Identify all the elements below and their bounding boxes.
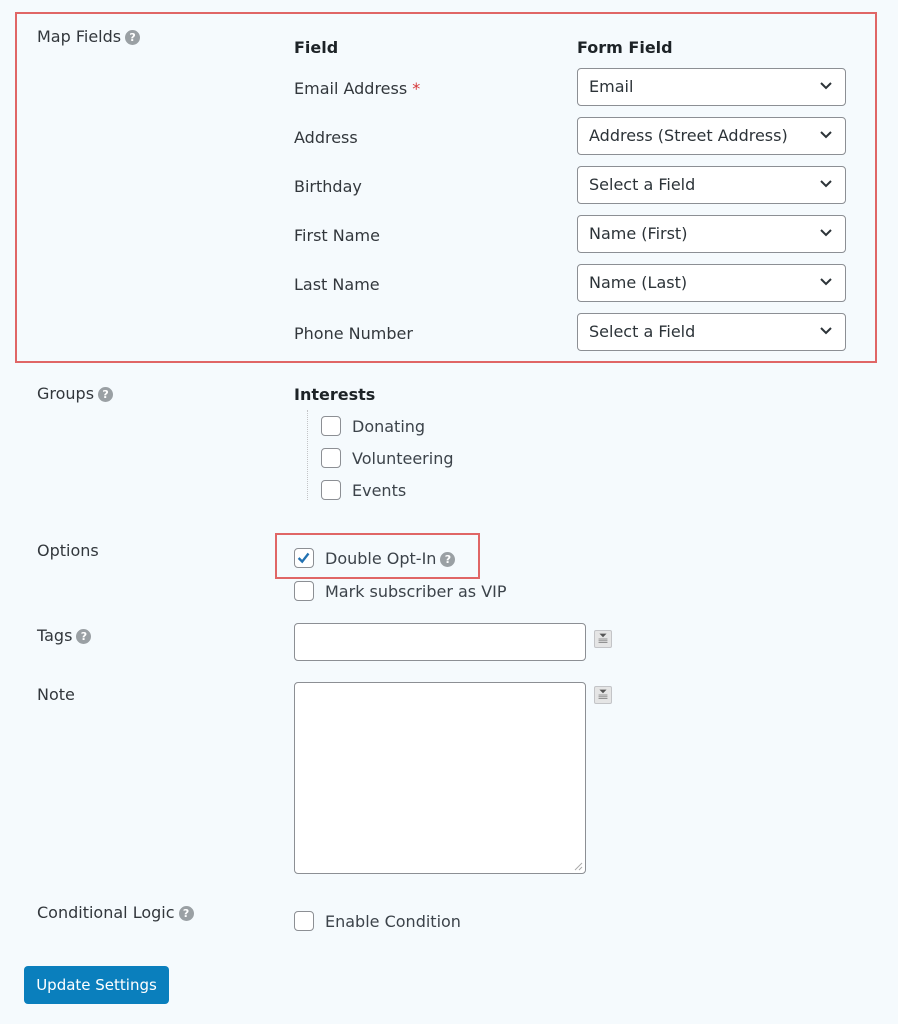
chevron-down-icon (819, 228, 833, 238)
vip-label: Mark subscriber as VIP (325, 582, 507, 601)
field-label-birthday: Birthday (294, 177, 362, 196)
volunteering-checkbox[interactable] (321, 448, 341, 468)
checkmark-icon (295, 549, 313, 567)
volunteering-label: Volunteering (352, 449, 454, 468)
required-asterisk: * (412, 79, 421, 98)
form-field-column-header: Form Field (577, 38, 673, 57)
double-opt-in-checkbox[interactable] (294, 548, 314, 568)
merge-tags-icon[interactable] (594, 630, 612, 648)
chevron-down-icon (819, 179, 833, 189)
chevron-down-icon (819, 277, 833, 287)
field-label-email: Email Address * (294, 79, 421, 98)
tags-input[interactable] (294, 623, 586, 661)
field-label-phone-number: Phone Number (294, 324, 413, 343)
form-field-select-address[interactable]: Address (Street Address) (577, 117, 846, 155)
field-label-first-name: First Name (294, 226, 380, 245)
groups-label: Groups ? (37, 384, 113, 403)
question-circle-icon[interactable]: ? (98, 387, 113, 402)
interests-heading: Interests (294, 385, 376, 404)
events-checkbox[interactable] (321, 480, 341, 500)
question-circle-icon[interactable]: ? (125, 30, 140, 45)
field-label-last-name: Last Name (294, 275, 380, 294)
form-field-select-first-name[interactable]: Name (First) (577, 215, 846, 253)
form-field-select-phone-number[interactable]: Select a Field (577, 313, 846, 351)
form-field-select-email[interactable]: Email (577, 68, 846, 106)
field-label-address: Address (294, 128, 358, 147)
chevron-down-icon (819, 326, 833, 336)
merge-tags-icon[interactable] (594, 686, 612, 704)
enable-condition-checkbox[interactable] (294, 911, 314, 931)
form-field-select-last-name[interactable]: Name (Last) (577, 264, 846, 302)
update-settings-button[interactable]: Update Settings (24, 966, 169, 1004)
question-circle-icon[interactable]: ? (179, 906, 194, 921)
options-label: Options (37, 541, 99, 560)
donating-label: Donating (352, 417, 426, 436)
field-column-header: Field (294, 38, 339, 57)
map-fields-label: Map Fields ? (37, 27, 140, 46)
chevron-down-icon (819, 130, 833, 140)
vip-checkbox[interactable] (294, 581, 314, 601)
tags-label: Tags ? (37, 626, 91, 645)
form-field-select-birthday[interactable]: Select a Field (577, 166, 846, 204)
group-tree-line (307, 410, 308, 500)
resize-handle-icon[interactable] (573, 861, 583, 871)
chevron-down-icon (819, 81, 833, 91)
note-label: Note (37, 685, 75, 704)
question-circle-icon[interactable]: ? (76, 629, 91, 644)
conditional-logic-label: Conditional Logic ? (37, 903, 194, 922)
donating-checkbox[interactable] (321, 416, 341, 436)
question-circle-icon[interactable]: ? (440, 552, 455, 567)
double-opt-in-label: Double Opt-In ? (325, 549, 455, 568)
enable-condition-label: Enable Condition (325, 912, 461, 931)
note-textarea[interactable] (294, 682, 586, 874)
events-label: Events (352, 481, 407, 500)
